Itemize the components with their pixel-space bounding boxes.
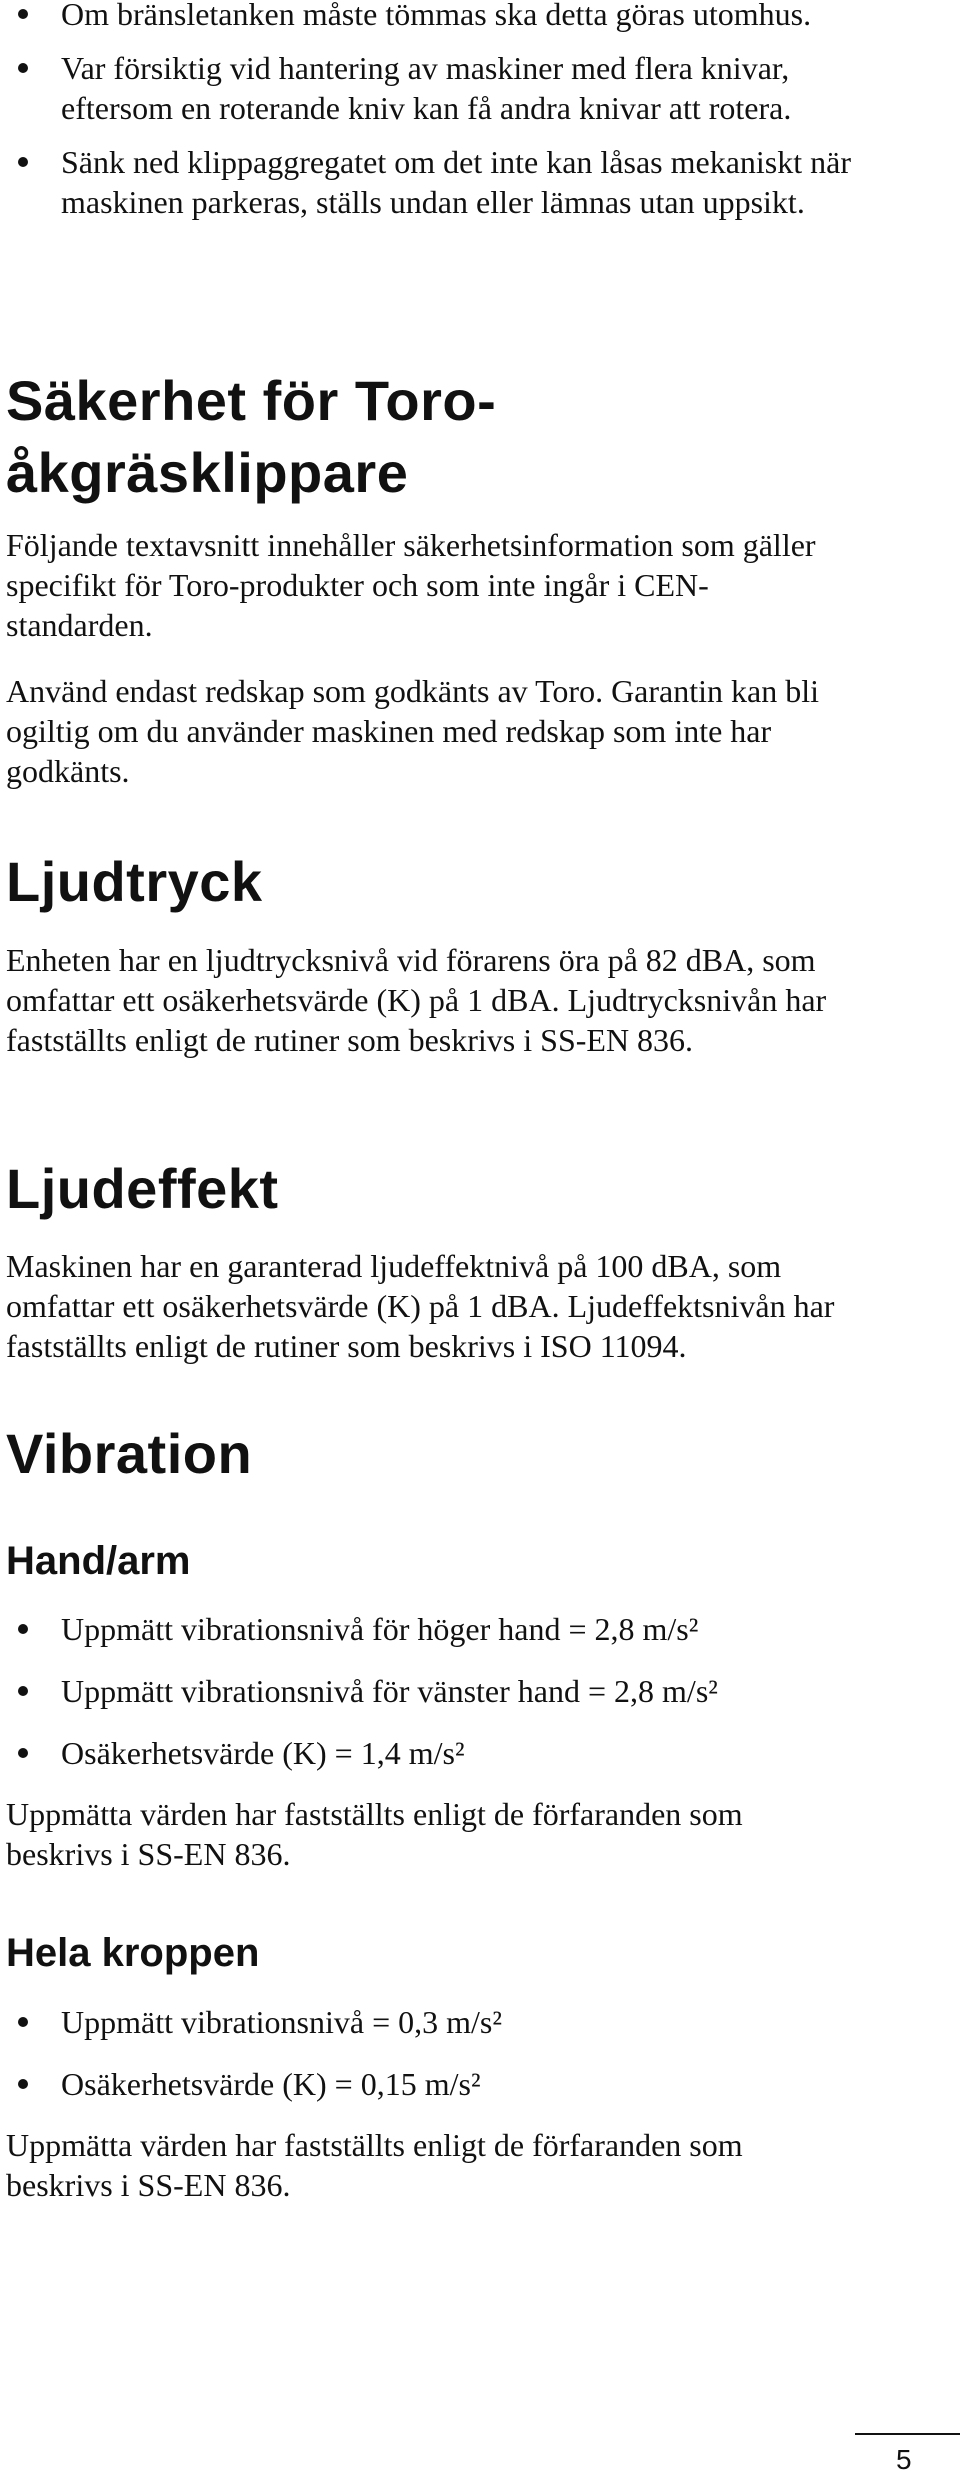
bullet-icon: [18, 63, 28, 73]
bullet-text: Uppmätt vibrationsnivå = 0,3 m/s²: [61, 2004, 502, 2040]
bullet-icon: [18, 2017, 28, 2027]
paragraph: Uppmätta värden har fastställts enligt de förfaranden som beskrivs i SS-EN 836.: [6, 1796, 743, 1872]
bullet-text: Uppmätt vibrationsnivå för höger hand = 2,8 m/s²: [61, 1611, 699, 1647]
subsection-heading-hand-arm: Hand/arm: [6, 1539, 191, 1583]
section-heading-ljudeffekt: Ljudeffekt: [6, 1157, 279, 1220]
bullet-icon: [18, 1686, 28, 1696]
paragraph: Uppmätta värden har fastställts enligt de förfaranden som beskrivs i SS-EN 836.: [6, 2127, 743, 2203]
bullet-icon: [18, 9, 28, 19]
bullet-text: Om bränsletanken måste tömmas ska detta göras utomhus.: [61, 0, 812, 32]
section-heading-ljudtryck: Ljudtryck: [6, 850, 263, 913]
bullet-text: Osäkerhetsvärde (K) = 1,4 m/s²: [61, 1735, 465, 1771]
bullet-icon: [18, 1748, 28, 1758]
paragraph: Följande textavsnitt innehåller säkerhetsinformation som gäller specifikt för Toro-produkter och som inte ingår i CEN-standarden.: [6, 527, 816, 643]
hand-arm-bullet-list: [6, 1609, 906, 1773]
bullet-text: Var försiktig vid hantering av maskiner med flera knivar, eftersom en roterande kniv kan få andra knivar att rotera.: [61, 50, 792, 126]
footer-rule: [855, 2433, 960, 2435]
bullet-icon: [18, 157, 28, 167]
list-item: [6, 2002, 906, 2042]
bullet-text: Osäkerhetsvärde (K) = 0,15 m/s²: [61, 2066, 481, 2102]
section-heading-vibration: Vibration: [6, 1422, 253, 1485]
bullet-icon: [18, 1624, 28, 1634]
list-item: [6, 142, 876, 222]
paragraph: Enheten har en ljudtrycksnivå vid förarens öra på 82 dBA, som omfattar ett osäkerhetsvärde (K) på 1 dBA. Ljudtrycksnivån har fastställts enligt de rutiner som beskrivs i SS-EN 836.: [6, 942, 827, 1058]
bullet-icon: [18, 2079, 28, 2089]
paragraph: Maskinen har en garanterad ljudeffektnivå på 100 dBA, som omfattar ett osäkerhetsvärde (K) på 1 dBA. Ljudeffektsnivån har fastställts enligt de rutiner som beskrivs i ISO 11094.: [6, 1248, 835, 1364]
list-item: [6, 0, 876, 34]
section-heading-toro: Säkerhet för Toro- åkgräsklippare: [6, 369, 497, 504]
list-item: [6, 1733, 906, 1773]
top-bullet-list: [6, 0, 876, 222]
subsection-heading-hela-kroppen: Hela kroppen: [6, 1931, 260, 1975]
hela-kroppen-bullet-list: [6, 2002, 906, 2104]
list-item: [6, 1671, 906, 1711]
list-item: [6, 1609, 906, 1649]
bullet-text: Sänk ned klippaggregatet om det inte kan låsas mekaniskt när maskinen parkeras, ställs undan eller lämnas utan uppsikt.: [61, 144, 851, 220]
paragraph: Använd endast redskap som godkänts av Toro. Garantin kan bli ogiltig om du använder maskinen med redskap som inte har godkänts.: [6, 673, 819, 789]
list-item: [6, 2064, 906, 2104]
list-item: [6, 48, 876, 128]
bullet-text: Uppmätt vibrationsnivå för vänster hand = 2,8 m/s²: [61, 1673, 718, 1709]
page-number: 5: [896, 2444, 912, 2475]
